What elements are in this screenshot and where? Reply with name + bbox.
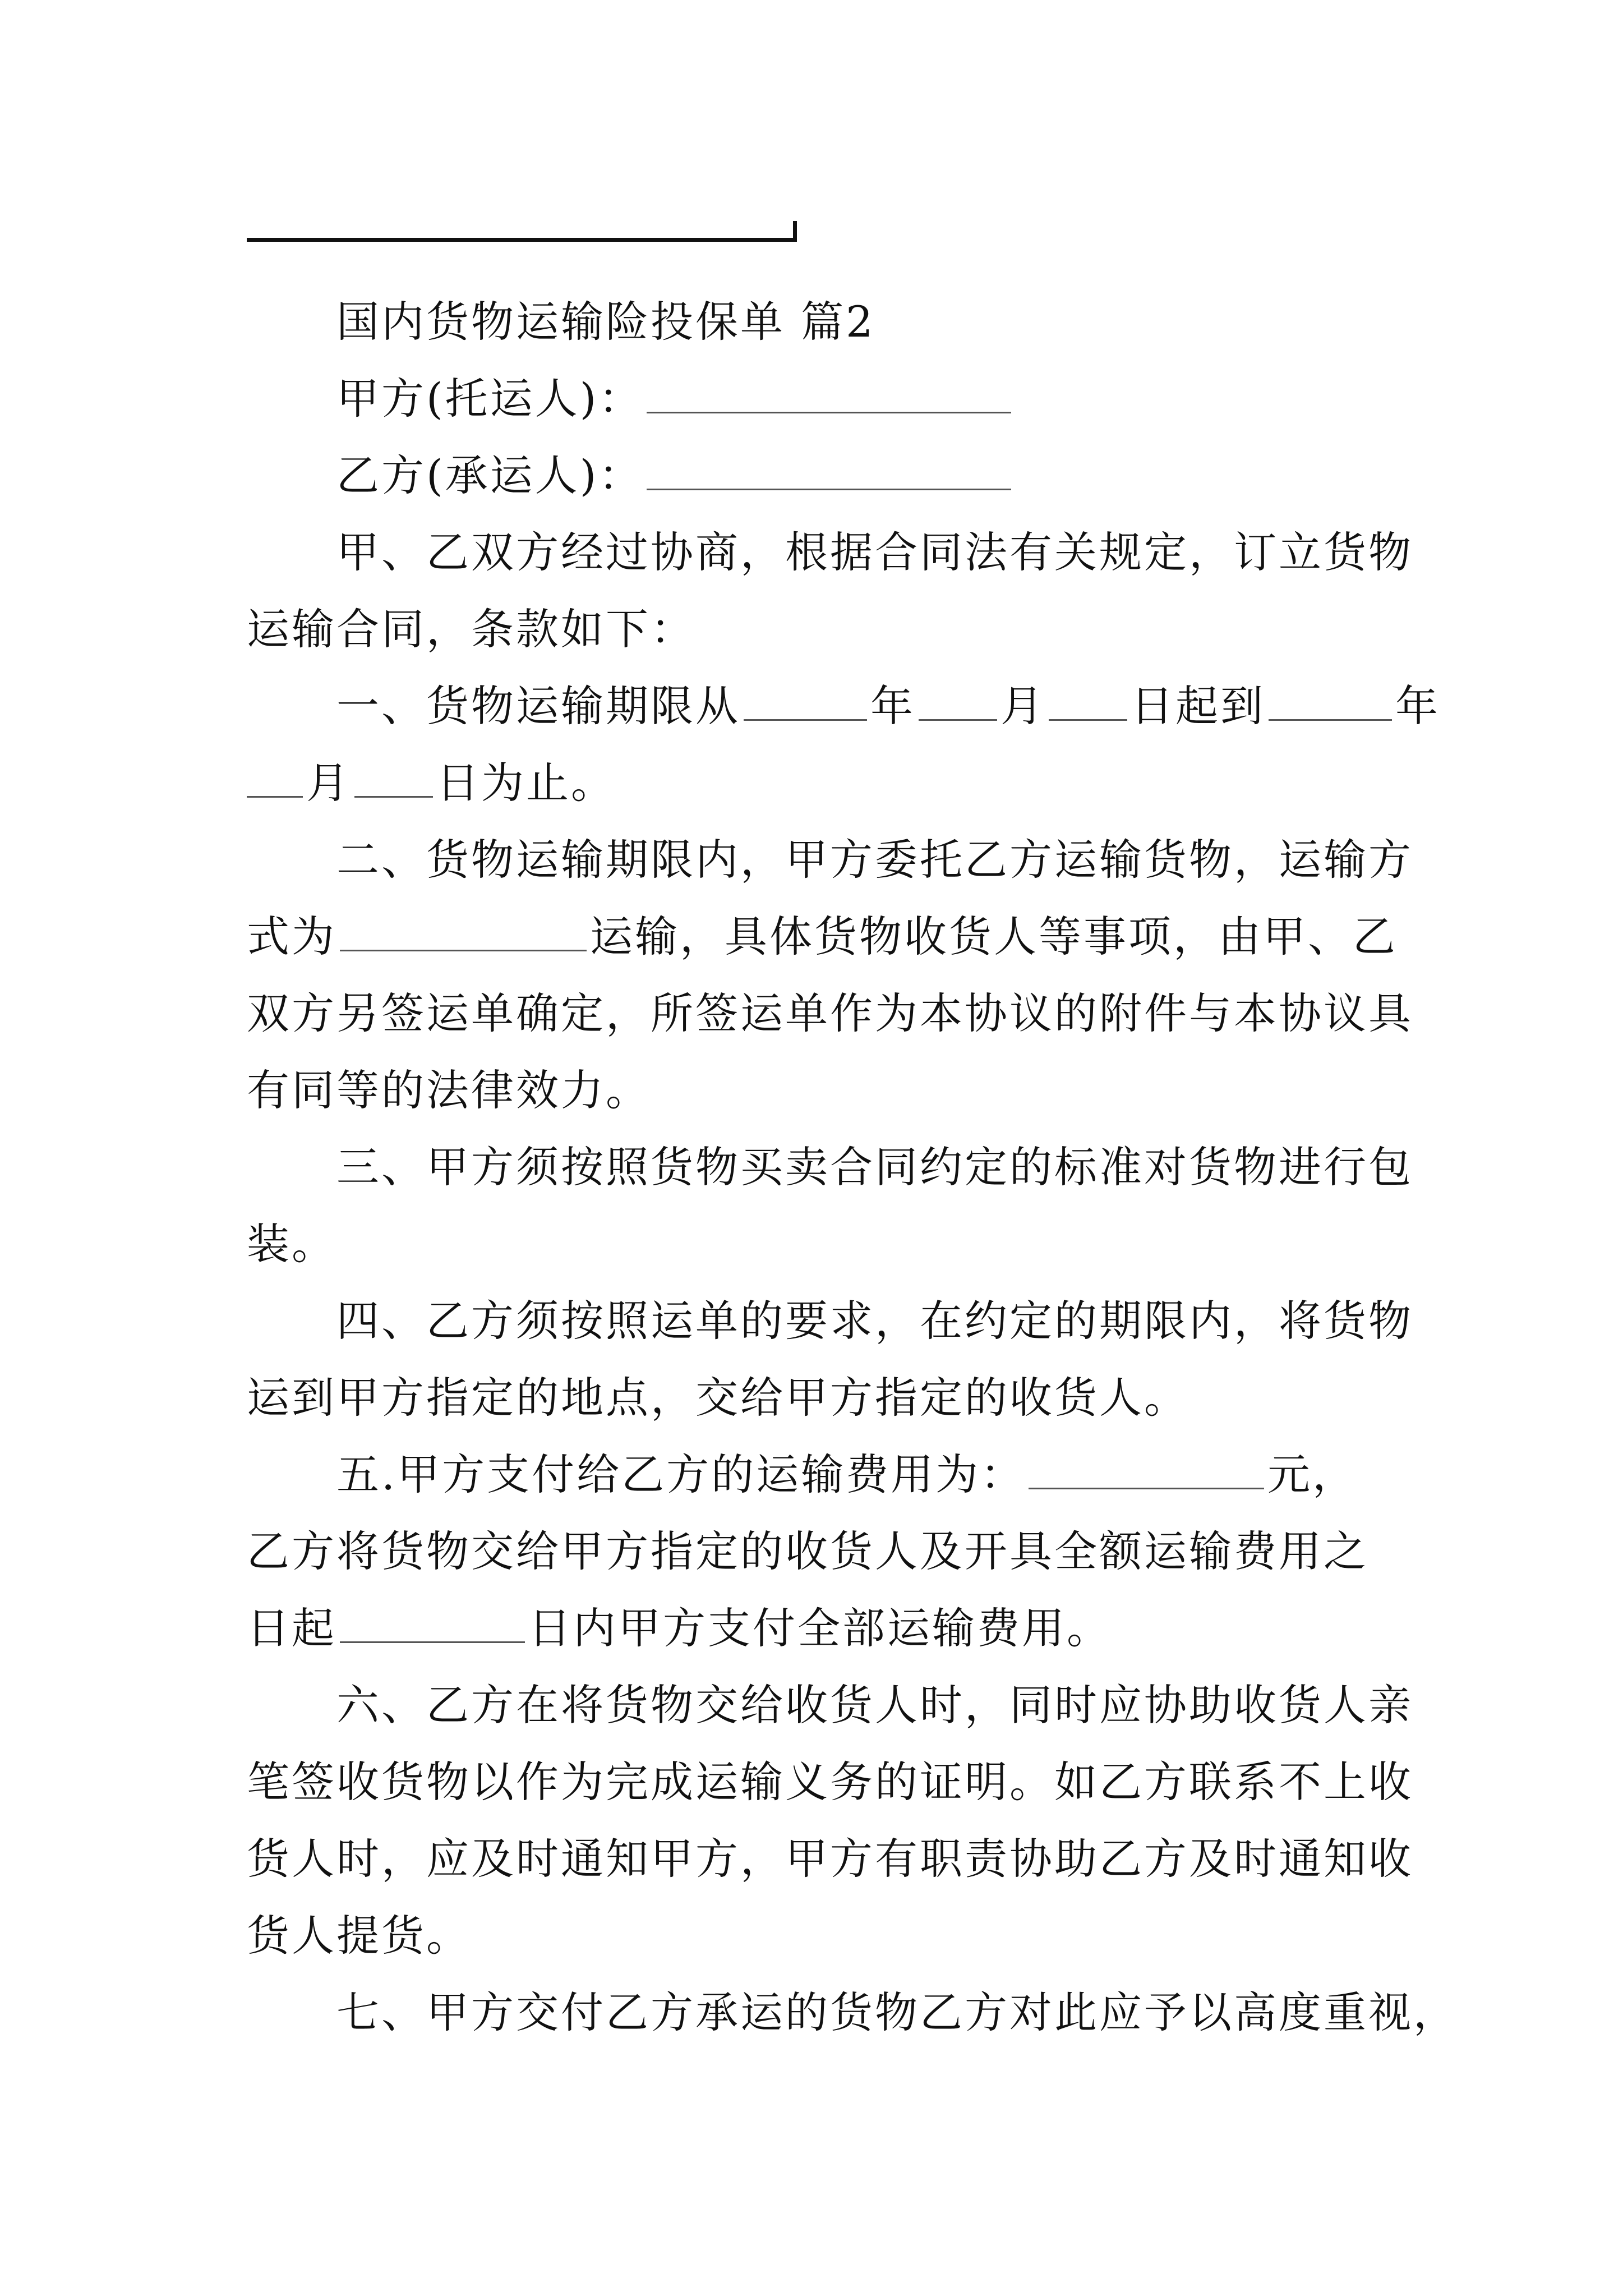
clause-6-line-3: 货人时，应及时通知甲方，甲方有职责协助乙方及时通知收 [247, 1834, 1413, 1884]
party-a-label: 甲方(托运人)： [336, 374, 644, 424]
document-body [247, 283, 1458, 2051]
end-year-blank [1269, 680, 1392, 721]
clause-6-line-1: 六、乙方在将货物交给收货人时，同时应协助收货人亲 [336, 1680, 1413, 1730]
party-b-blank [647, 449, 1011, 490]
payment-days-blank [340, 1602, 525, 1643]
clause-2-line-4: 有同等的法律效力。 [247, 1065, 651, 1115]
clause-3-line-1: 三、甲方须按照货物买卖合同约定的标准对货物进行包 [336, 1142, 1413, 1192]
clause-3-line-2: 装。 [247, 1219, 336, 1269]
clause-1-text-f: 月 [306, 758, 351, 808]
clause-5-text-a: 五.甲方支付给乙方的运输费用为： [336, 1450, 1026, 1499]
clause-5-line-3 [247, 1590, 1391, 1667]
party-b-line [247, 437, 1391, 514]
clause-1-text-g: 日为止。 [436, 758, 616, 808]
party-a-blank [647, 372, 1011, 413]
document-title: 国内货物运输险投保单 篇2 [336, 297, 875, 347]
clause-7-line-1: 七、甲方交付乙方承运的货物乙方对此应予以高度重视， [336, 1987, 1458, 2037]
party-a-line [247, 360, 1391, 437]
end-day-blank [354, 757, 433, 798]
intro-line-2: 运输合同，条款如下： [247, 604, 695, 654]
clause-6-line-4: 货人提货。 [247, 1911, 471, 1961]
clause-2-text-a: 式为 [247, 912, 336, 961]
clause-6-line-2: 笔签收货物以作为完成运输义务的证明。如乙方联系不上收 [247, 1757, 1413, 1807]
clause-4-line-2: 运到甲方指定的地点，交给甲方指定的收货人。 [247, 1373, 1189, 1423]
end-month-blank [247, 757, 303, 798]
clause-2-text-b: 运输，具体货物收货人等事项，由甲、乙 [590, 912, 1398, 961]
transport-mode-blank [340, 910, 587, 951]
clause-2-line-2 [247, 898, 1398, 975]
start-year-blank [744, 680, 867, 721]
header-rule [247, 238, 796, 242]
clause-1-line-1 [247, 668, 1440, 744]
intro-line-1: 甲、乙双方经过协商，根据合同法有关规定，订立货物 [336, 527, 1413, 577]
clause-2-line-1: 二、货物运输期限内，甲方委托乙方运输货物，运输方 [336, 835, 1413, 885]
clause-5-line-1 [247, 1436, 1391, 1513]
clause-5-text-d: 日内甲方支付全部运输费用。 [528, 1603, 1112, 1653]
clause-1-text-c: 月 [1000, 681, 1045, 731]
clause-1-text-e: 年 [1395, 681, 1440, 731]
party-b-label: 乙方(承运人)： [336, 450, 644, 500]
fee-amount-blank [1029, 1448, 1264, 1489]
clause-5-text-b: 元， [1267, 1450, 1358, 1499]
clause-1-text-b: 年 [870, 681, 915, 731]
header-rule-tick [793, 221, 797, 242]
clause-4-line-1: 四、乙方须按照运单的要求，在约定的期限内，将货物 [336, 1296, 1413, 1346]
clause-5-text-c: 日起 [247, 1603, 336, 1653]
start-day-blank [1049, 680, 1127, 721]
clause-1-line-2 [247, 744, 1391, 821]
clause-2-line-3: 双方另签运单确定，所签运单作为本协议的附件与本协议具 [247, 988, 1413, 1038]
clause-1-text-d: 日起到 [1131, 681, 1265, 731]
start-month-blank [919, 680, 997, 721]
clause-5-line-2: 乙方将货物交给甲方指定的收货人及开具全额运输费用之 [247, 1526, 1368, 1576]
clause-1-text-a: 一、货物运输期限从 [336, 681, 740, 731]
